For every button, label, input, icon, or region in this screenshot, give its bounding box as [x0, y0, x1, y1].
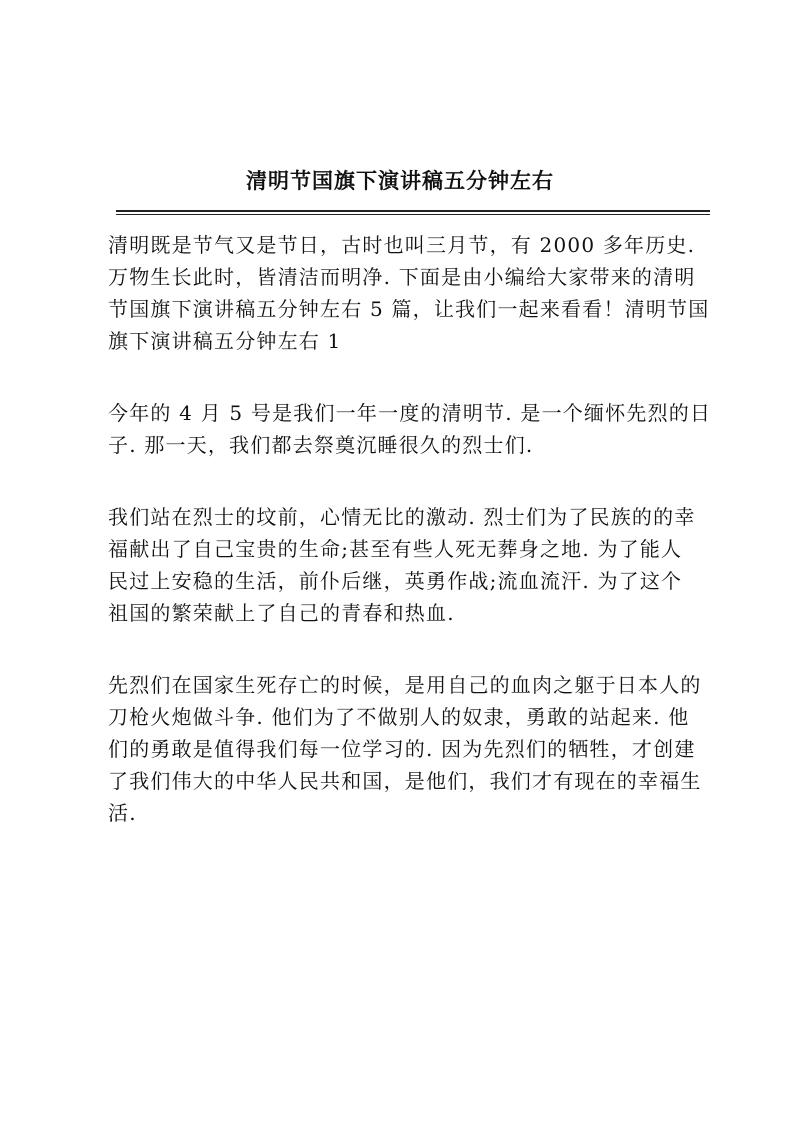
paragraph [108, 669, 710, 829]
text-line: 节国旗下演讲稿五分钟左右 5 篇，让我们一起来看看！清明节国 [108, 297, 710, 321]
text-line: 万物生长此时，皆清洁而明净. 下面是由小编给大家带来的清明 [108, 265, 696, 289]
text-line: 子. 那一天，我们都去祭奠沉睡很久的烈士们. [108, 433, 534, 457]
text-line: 今年的 4 月 5 号是我们一年一度的清明节. 是一个缅怀先烈的日 [108, 401, 712, 425]
document-body [108, 229, 710, 869]
paragraph [108, 501, 710, 629]
text-line: 活. [108, 801, 137, 825]
text-line: 清明既是节气又是节日，古时也叫三月节，有 2000 多年历史. [108, 233, 696, 257]
paragraph [108, 229, 710, 357]
paragraph [108, 397, 710, 461]
text-line: 旗下演讲稿五分钟左右 1 [108, 329, 342, 353]
text-line: 民过上安稳的生活，前仆后继，英勇作战;流血流汗. 为了这个 [108, 569, 683, 593]
text-line: 们的勇敢是值得我们每一位学习的. 因为先烈们的牺牲，才创建 [108, 737, 696, 761]
text-line: 我们站在烈士的坟前，心情无比的激动. 烈士们为了民族的的幸 [108, 505, 696, 529]
text-line: 祖国的繁荣献上了自己的青春和热血. [108, 601, 455, 625]
document-title: 清明节国旗下演讲稿五分钟左右 [246, 168, 554, 193]
text-line: 了我们伟大的中华人民共和国，是他们，我们才有现在的幸福生 [108, 769, 702, 793]
text-line: 先烈们在国家生死存亡的时候，是用自己的血肉之躯于日本人的 [108, 673, 702, 697]
text-line: 福献出了自己宝贵的生命;甚至有些人死无葬身之地. 为了能人 [108, 537, 683, 561]
title-divider-thin [116, 214, 710, 215]
text-line: 刀枪火炮做斗争. 他们为了不做别人的奴隶，勇敢的站起来. 他 [108, 705, 690, 729]
title-divider [116, 210, 710, 212]
